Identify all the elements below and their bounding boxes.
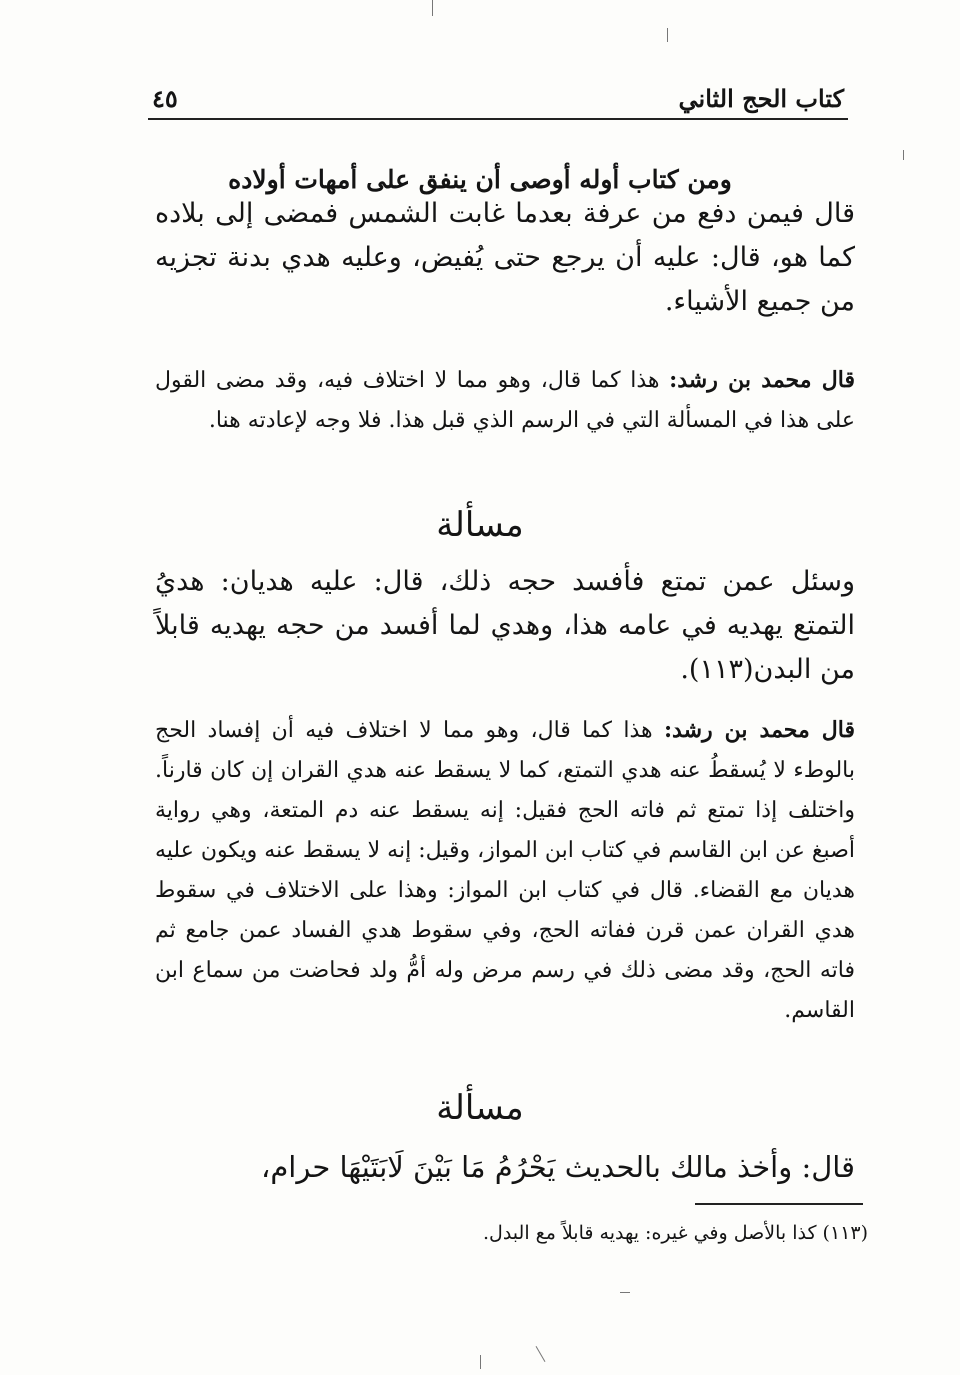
- paragraph-question-2: وسئل عمن تمتع فأفسد حجه ذلك، قال: عليه هديان: هديُ التمتع يهديه في عامه هذا، وهدي لما أفسد من حجه يهديه قابلاً من البدن(١١٣).: [155, 566, 855, 685]
- commentary-text: هذا كما قال، وهو مما لا اختلاف فيه، وقد مضى القول على هذا في المسألة التي في الرسم الذي قبل هذا. فلا وجه لإعادته هنا.: [155, 368, 855, 433]
- scan-mark: [480, 1355, 481, 1369]
- scan-mark: [536, 1346, 546, 1362]
- commentary-author: قال محمد بن رشد:: [669, 367, 856, 393]
- scan-mark: [620, 1292, 630, 1293]
- running-title: كتاب الحج الثاني: [678, 84, 844, 113]
- page-header: [148, 82, 848, 120]
- masala-heading: مسألة: [436, 1088, 524, 1128]
- footnote-divider: [695, 1203, 863, 1205]
- commentary-text: هذا كما قال، وهو مما لا اختلاف فيه أن إفساد الحج بالوطء لا يُسقطُ عنه هدي التمتع، كما لا يسقط عنه هدي القران إن كان قارناً. واختلف إذا تمتع ثم فاته الحج فقيل: إنه يسقط عنه دم المتعة، وهي رواية أصبغ عن ابن القاسم في كتاب ابن المواز، وقيل: إنه لا يسقط عنه ويكون عليه هديان مع القضاء. قال في كتاب ابن المواز: وهذا على الاختلاف في سقوط هدي القران عمن قرن ففاته الحج، وفي سقوط هدي الفساد عمن جامع ثم فاته الحج، وقد مضى ذلك في رسم مرض وله أمُّ ولد فحاضت من سماع ابن القاسم.: [155, 718, 855, 1023]
- section-title: ومن كتاب أوله أوصى أن ينفق على أمهات أولاده: [228, 165, 732, 194]
- masala-heading: مسألة: [436, 505, 524, 545]
- commentary-author: قال محمد بن رشد:: [663, 717, 855, 743]
- scan-mark: [667, 28, 668, 42]
- page-number: ٤٥: [152, 84, 178, 113]
- commentary-2: [155, 710, 855, 1031]
- footnote: (١١٣) كذا بالأصل وفي غيره: يهديه قابلاً مع البدل.: [482, 1222, 868, 1244]
- paragraph-question-3: قال: وأخذ مالك بالحديث يَحْرُمُ مَا بَيْنَ لَابَتَيْهَا حرام،: [260, 1150, 855, 1184]
- scan-mark: [432, 0, 433, 16]
- paragraph-question-1: قال فيمن دفع من عرفة بعدما غابت الشمس فمضى إلى بلاده كما هو، قال: عليه أن يرجع حتى يُفيض، وعليه هدي بدنة تجزيه من جميع الأشياء.: [155, 198, 855, 317]
- commentary-1: [155, 360, 855, 441]
- scan-mark: [903, 150, 904, 160]
